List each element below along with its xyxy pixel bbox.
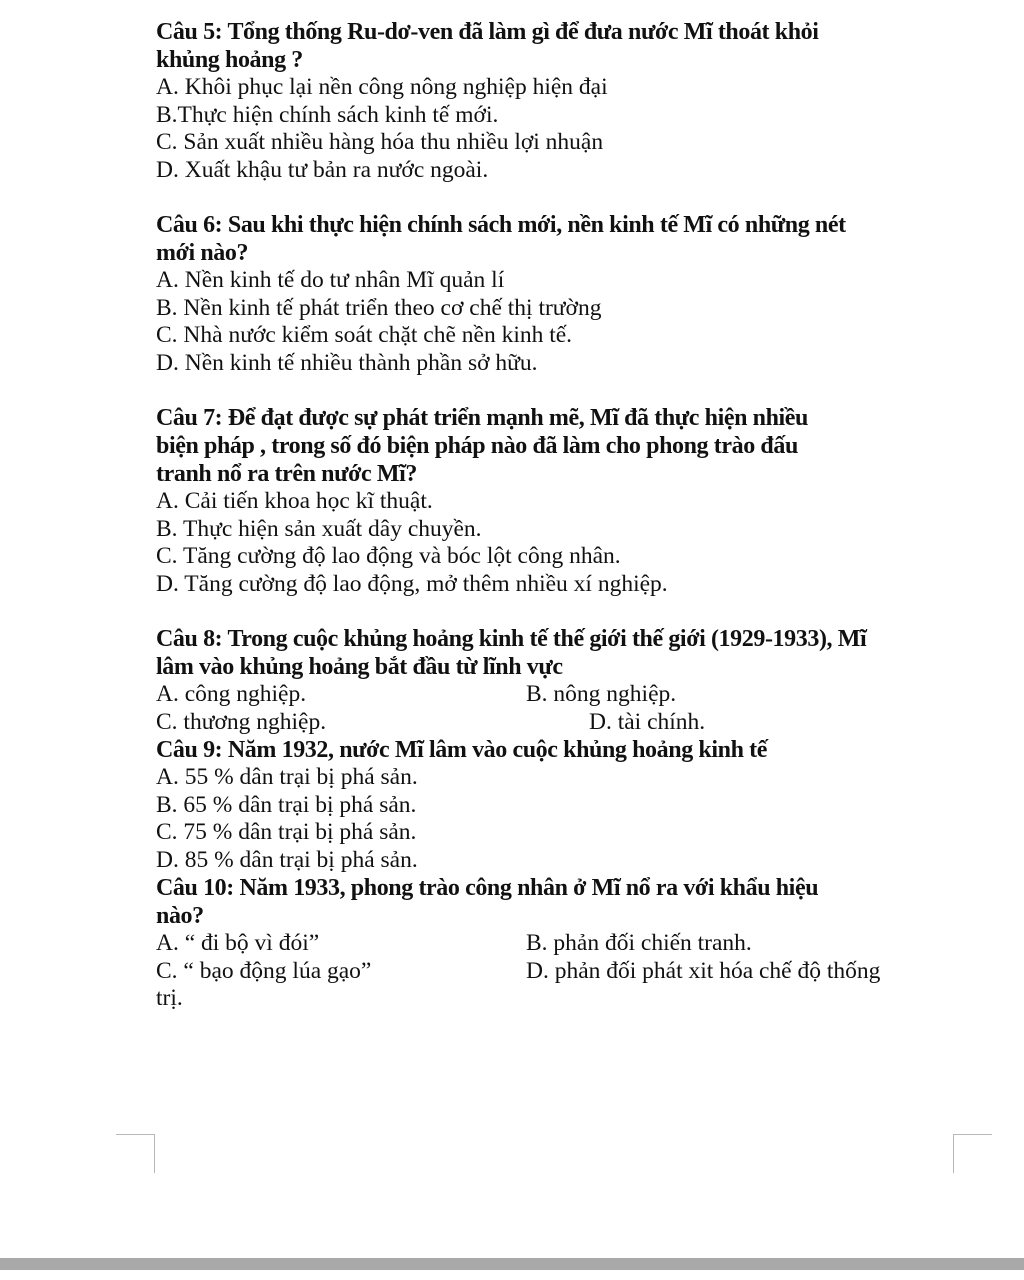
- question-title-line: Câu 10: Năm 1933, phong trào công nhân ở Mĩ nổ ra với khẩu hiệu: [156, 875, 819, 901]
- answer-option-c: C. thương nghiệp.: [156, 708, 327, 735]
- answer-option-c: C. Tăng cường độ lao động và bóc lột công nhân.: [156, 543, 621, 569]
- answer-option-d: D. tài chính.: [589, 708, 706, 735]
- question-title-line: nào?: [156, 903, 204, 929]
- answer-option-a: A. Cải tiến khoa học kĩ thuật.: [156, 488, 433, 514]
- answer-row: [156, 681, 956, 709]
- answer-option-c: C. Nhà nước kiểm soát chặt chẽ nền kinh tế.: [156, 322, 573, 348]
- answer-option-d: D. 85 % dân trại bị phá sản.: [156, 846, 418, 873]
- page-margin-corner-left: [116, 1134, 155, 1173]
- answer-option-b: B. 65 % dân trại bị phá sản.: [156, 791, 417, 818]
- answer-option-d: D. Tăng cường độ lao động, mở thêm nhiều xí nghiệp.: [156, 570, 668, 597]
- answer-option-b: B. phản đối chiến tranh.: [526, 930, 752, 956]
- question-title-line: Câu 8: Trong cuộc khủng hoảng kinh tế thế giới thế giới (1929-1933), Mĩ: [156, 626, 867, 652]
- question-title-line: mới nào?: [156, 240, 249, 266]
- question-9: [156, 736, 956, 874]
- question-7: [156, 404, 956, 598]
- answer-option-d: D. Xuất khậu tư bản ra nước ngoài.: [156, 156, 489, 183]
- question-title-line: Câu 5: Tổng thống Ru-dơ-ven đã làm gì để đưa nước Mĩ thoát khỏi: [156, 19, 819, 45]
- answer-option-b: B. Thực hiện sản xuất dây chuyền.: [156, 515, 482, 542]
- answer-option-d: D. Nền kinh tế nhiều thành phần sở hữu.: [156, 349, 538, 376]
- answer-option-a: A. 55 % dân trại bị phá sản.: [156, 764, 418, 790]
- answer-option-c: C. 75 % dân trại bị phá sản.: [156, 819, 417, 845]
- answer-option-b: B.Thực hiện chính sách kinh tế mới.: [156, 101, 499, 128]
- answer-row: [156, 709, 956, 737]
- answer-option-a: A. Nền kinh tế do tư nhân Mĩ quản lí: [156, 267, 505, 293]
- document-page: [156, 18, 956, 1013]
- answer-option-c: C. Sản xuất nhiều hàng hóa thu nhiều lợi nhuận: [156, 129, 604, 155]
- answer-option-b: B. Nền kinh tế phát triển theo cơ chế thị trường: [156, 294, 602, 321]
- answer-row: [156, 930, 956, 958]
- answer-option-c: C. “ bạo động lúa gạo”: [156, 957, 372, 984]
- question-title-line: biện pháp , trong số đó biện pháp nào đã làm cho phong trào đấu: [156, 433, 798, 459]
- question-title-line: khủng hoảng ?: [156, 47, 303, 73]
- page-boundary-bar: [0, 1258, 1024, 1270]
- question-title-line: Câu 7: Để đạt được sự phát triển mạnh mẽ, Mĩ đã thực hiện nhiều: [156, 405, 809, 431]
- answer-option-a: A. công nghiệp.: [156, 681, 307, 707]
- question-10: [156, 874, 956, 1013]
- answer-option-a: A. Khôi phục lại nền công nông nghiệp hiện đại: [156, 74, 608, 100]
- question-title-line: Câu 9: Năm 1932, nước Mĩ lâm vào cuộc khủng hoảng kinh tế: [156, 737, 767, 763]
- question-title-line: Câu 6: Sau khi thực hiện chính sách mới, nền kinh tế Mĩ có những nét: [156, 212, 846, 238]
- question-title-line: tranh nổ ra trên nước Mĩ?: [156, 461, 417, 487]
- question-title-line: lâm vào khủng hoảng bắt đầu từ lĩnh vực: [156, 654, 563, 680]
- answer-option-a: A. “ đi bộ vì đói”: [156, 930, 320, 956]
- question-6: [156, 211, 956, 377]
- question-5: [156, 18, 956, 184]
- answer-option-d: D. phản đối phát xit hóa chế độ thống: [526, 957, 881, 984]
- answer-option-d-continuation: trị.: [156, 985, 183, 1011]
- answer-option-b: B. nông nghiệp.: [526, 681, 677, 707]
- question-8: [156, 625, 956, 736]
- page-margin-corner-right: [953, 1134, 992, 1173]
- answer-row: [156, 958, 956, 986]
